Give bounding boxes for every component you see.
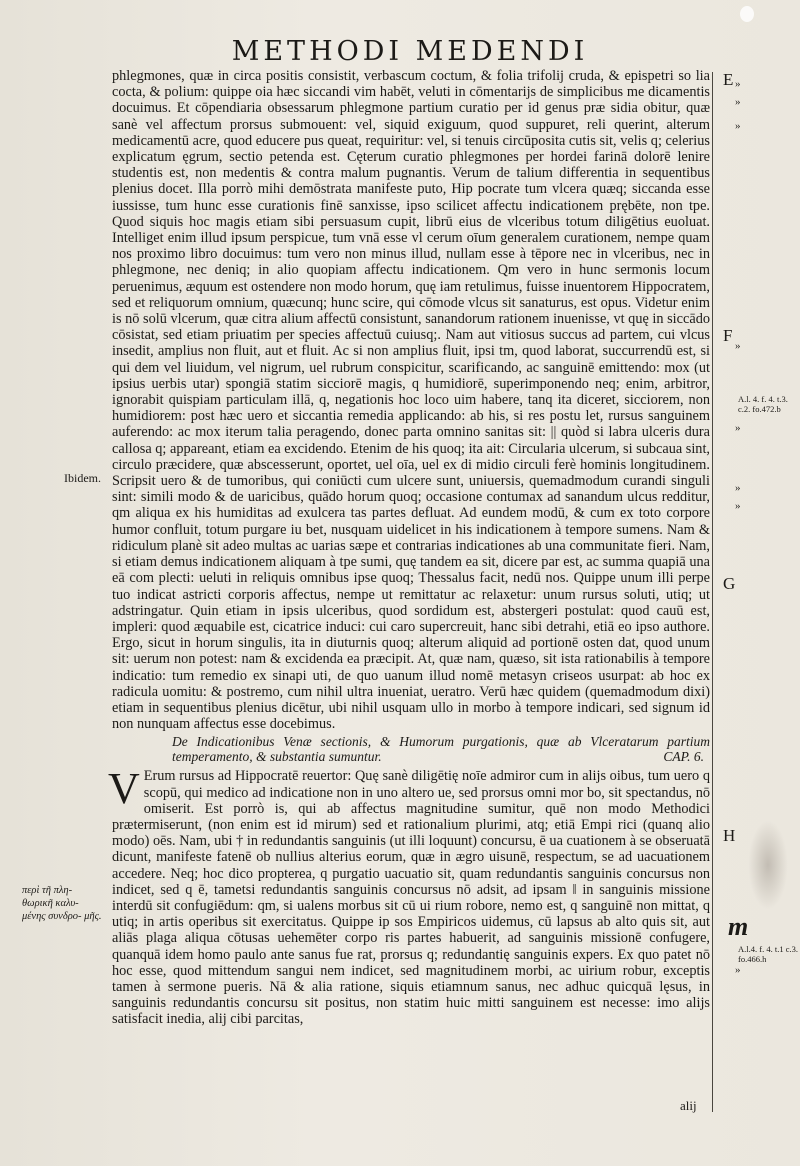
main-text-block [108, 68, 710, 1028]
margin-quote-mark: » [735, 482, 741, 494]
margin-quote-mark: » [735, 964, 741, 976]
handwritten-mark: m [728, 912, 749, 941]
catchword: alij [680, 1098, 697, 1113]
right-margin-reference-1: A.l. 4. f. 4. t.3. c.2. fo.472.b [738, 394, 788, 414]
margin-quote-mark: » [735, 96, 741, 108]
paper-stain [748, 820, 788, 910]
section-letter-h: H [723, 826, 736, 845]
margin-quote-mark: » [735, 120, 741, 132]
paragraph-2 [108, 764, 710, 1028]
chapter-heading-block [172, 734, 710, 764]
section-letter-f: F [723, 326, 733, 345]
right-margin-reference-2: A.l.4. f. 4. t.1 c.3. fo.466.h [738, 944, 798, 964]
margin-quote-mark: » [735, 78, 741, 90]
margin-quote-mark: » [735, 422, 741, 434]
running-title: METHODI MEDENDI [231, 36, 589, 67]
left-margin-note-ibidem: Ibidem. [64, 471, 101, 485]
paragraph-1: phlegmones, quæ in circa positis consistit, verbascum coctum, & folia trifolij cruda, & epispetri so lia cocta, & polium: quippe oia hæc siccandi vim habēt, veluti in cōmentarijs de simplicibus me dicamentis docuimus. Et cōpendiaria obsessarum phlegmone partium curatio per id genus præ sidia obitur, quæ sanè vel affectum prorsus submouent: vel, siquid exiguum, quod suppuret, reli querint, alterum medicamentū acre, quod educere pus queat, requiritur: vel, si tenuis circūposita cutis sit, velis q; celerius explicatum ęgrum, sectio petenda est. Cęterum curatio phlegmones per hordei farinā dolorē lenire studentis est, non medentis & contra malum pugnantis. Verum de talium differentia in sequentibus plenius docet. Illa porrò mihi demōstrata manifeste puto, Hip pocrate tum vlcera quæq; siccanda esse iussisse, tum hunc esse curationis finē sanxisse, ipso scilicet affectu indicationem prębēte, non tpe. Quod siquis hoc magis etiam sibi persuasum cupit, librū eius de vlceribus totum diligētius euoluat. Intelliget enim illud ipsum perspicue, tum vnā esse vl cerum oīum generalem curationem, nempe quam nos proximo libro docuimus: tum vero non minus illud, nullam esse à tēpore nec in vlceribus, nec in phlegmone, nec deniq; in alio quopiam affectu indicationem. Qm vero in hunc sermonis locum peruenimus, æquum est ostendere non modo horum, quę iam retulimus, fuisse inuentorem Hippocratem, sed et reliquorum omnium, quæcunq; hunc scire, qui cōmode vlcus sit sanaturus, est opus. Videtur enim is nō solū vlcerum, quæ citra alium affectū consistunt, sanandorum rationem inuenisse, vt quę in siccādo cōsistat, sed etiam priuatim per species affectuū cuiusq;. Nam aut vitiosus succus ad partem, cui vlcus insedit, amplius non fluit, aut et fluit. Ac si non amplius fluit, ipsi tm, quod laborat, succurrendū est, si qui dem vel liuidum, vel nigrum, uel rubrum conspicitur, scarificando, ac sanguinē emittendo: mox (ut ipsius uerbis utar) spongiā statim sicciorē magis, q humidiorē, superimponendo neq; enim, arbitror, ignorabit quispiam particulam illā, q, negationis hoc loco uim habere, tanq ita diceret, sicciorem, non humidiorem: post hæc uero et siccantia remedia applicando: ab his, si res postu let, rursus sanguinem auferendo: ac mox iterum talia peragendo, donec parta omnino sanitas sit: || quòd si labra ulceris dura callosa q; appareant, etiam ea excidendo. Etenim de his quoq; ita ait: Circularia ulcerum, si subcaua sint, circulo præcidere, quæ abscesserunt, oportet, uel oīa, uel ex di midio circuli ferè hominis longitudinem. Scripsit uero & de tumoribus, qui coniūcti cum ulcere sunt, uniuersis, quemadmodum curandi singuli sint: simili modo & de uaricibus, quādo horum quoq; occasione contumax ad sanandum ulcus redditur, qm aliqua ex his humiditas ad exulcera tas partes defluat. Ad eundem modū, & cum ex toto corpore humor confluit, totum purgare iu bet, nusquam uidelicet in his indicationem à tempore sumens. Nam & ridiculum planè sit adeo multas ac uarias sæpe et contrarias indicationes ab una communitate fieri. Nam, si etiam demus indicationem aliquam à tpe sumi, quę tandem ea sit, dicere par est, ac summa quapiā una eā com plecti: ueluti in reliquis omnibus ipse quoq; Thessalus facit, nedū nos. Quippe unum illi perpe tuo indicat astricti corporis affectus, nempe ut remittatur ac relaxetur: unum rursus soluti, utiq; ut adstringatur. Quin etiam in ipsis ulceribus, quod sordidum est, abstergeri postulat: quod cauū est, impleri: quod æquabile est, cicatrice induci: cui caro supercreuit, hanc sibi detrahi, etiā eo ipso authore. Ergo, sicut in horum singulis, ita in diuturnis quoq; alterum aliquid ad portionē osten dat, quod unum sit: uerum non potest: nam & excidenda ea præcipit. At, quæ nam, quæso, sit ista rationabilis à tempore indicatio: tum remedio ex sinapi uti, de quo uanum illud nomē metasyn criseos usurpat: ab hoc ex radicula uomitu: & postremo, cum nihil ultra inueniat, ueratro. Verū hæc quidem (quemadmodum dixi) etiam in sequentibus plenius dicētur, ubi nihil usquam ullo in morbo à tempore indicari, sed signum id non nunquam affectus esse docebimus. [112, 68, 710, 733]
paper-spot [740, 6, 754, 22]
chapter-heading: De Indicationibus Venæ sectionis, & Humorum purgationis, quæ ab Vlceratarum partium temperamento, & substantia sumuntur. [172, 734, 710, 765]
paragraph-2-text: Erum rursus ad Hippocratē reuertor: Quę sanè diligētię noīe admiror cum in alijs oibus, tum uero q scopū, qui medico ad indicatione non in uno altero ue, sed prorsus omni mor bo, sit spectandus, nō omiserit. Est porrò is, qui ab affectus magnitudine sumitur, quē non modo Methodici prætermiserunt, (non enim est id mirum) sed et rationalium plurimi, atq; etiā Empi rici (quanq alio modo) oēs. Nam, ubi † in redundantis sanguinis (ut illi loquunt) concursu, ē ua cuationem à se obseruatā dicunt, manifeste fatenē ob nullius alterius eorum, quæ in ægro uisunē, respectum, se ad uacuationem accedere. Neq; hoc dico propterea, q purgatio uacuatio sit, quam redundantis sanguinis concursus non indicet, sed q ē, tametsi redundantis sanguinis concursus nō adsit, ad ipsam ‖ in sanguinis missione interdū sit confugiēdum: qm, si ualens morbus sit cū ui rium robore, nemo est, q sanguinē non mittat, q utiq; in artis operibus sit exercitatus. Quippe ip sos Empiricos uidemus, cū lapsus ab alto quis sit, aut aliās plaga aliqua cōtusas uehemēter corpo ris partes habuerit, ad sanguinis missionē confugere, quanquā idem homo paulo ante sanus fue rat, prorsus q; redundantię sanguinis expers. Ex quo patet nō hoc esse, quod mittendum sangui nem indicet, sed magnitudinem morbi, ac uirium robur, exceptis tamen à sermone pueris. Nā & alia ratione, siquis etiamnum sanus, nec adhuc quicquā lęsus, in sanguinis redundantis concursu sit positus, non statim huic mitti sanguinem est necesse: imo alijs satisfacit inedia, alij cibi parcitas, [112, 768, 710, 1028]
section-letter-e: E [723, 70, 734, 89]
margin-quote-mark: » [735, 340, 741, 352]
margin-quote-mark: » [735, 500, 741, 512]
chapter-number: CAP. 6. [663, 749, 704, 765]
drop-cap: V [108, 764, 140, 814]
right-margin-rule [712, 72, 713, 1112]
left-margin-note-greek: περὶ τῆ πλη- θωρικῆ καλυ- μένης συνδρο- μῆς. [22, 885, 102, 922]
section-letter-g: G [723, 574, 736, 593]
